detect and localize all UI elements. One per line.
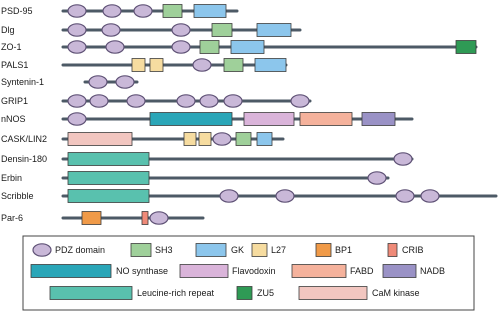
protein-name: Erbin (1, 173, 23, 184)
protein-row (1, 24, 300, 37)
gk-domain (194, 5, 226, 18)
protein-row (1, 113, 412, 126)
gk-domain (257, 24, 291, 37)
protein-row (1, 59, 286, 72)
sh3-domain (200, 41, 219, 54)
legend-swatch (33, 244, 51, 256)
pdz-domain (193, 59, 211, 71)
legend (23, 236, 474, 310)
legend-label: Flavodoxin (232, 266, 276, 277)
protein-row (1, 133, 283, 146)
pdz-domain (68, 113, 86, 125)
protein-name: nNOS (1, 114, 26, 125)
lrr-domain (68, 172, 149, 185)
legend-label: GK (231, 245, 245, 256)
legend-label: SH3 (155, 245, 173, 256)
flavodoxin-domain (244, 113, 294, 126)
pdz-domain (102, 24, 120, 36)
protein-name: Densin-180 (1, 154, 48, 165)
protein-name: GRIP1 (1, 96, 29, 107)
protein-name: PALS1 (1, 60, 29, 71)
legend-swatch (196, 244, 226, 257)
pdz-domain (127, 95, 145, 107)
pdz-domain (89, 76, 107, 88)
legend-swatch (252, 244, 267, 257)
legend-label: BP1 (335, 245, 353, 256)
protein-row (1, 172, 388, 185)
legend-swatch (237, 287, 252, 300)
legend-label: PDZ domain (55, 245, 106, 256)
pdz-domain (220, 190, 238, 202)
nadb-domain (362, 113, 395, 126)
protein-row (1, 153, 412, 166)
protein-name: ZO-1 (1, 42, 22, 53)
pdz-domain (368, 172, 386, 184)
protein-row (1, 76, 137, 88)
gk-domain (255, 59, 286, 72)
no-synthase-domain (150, 113, 232, 126)
pdz-domain (68, 5, 86, 17)
pdz-domain (177, 95, 195, 107)
legend-swatch (31, 265, 111, 278)
legend-swatch (388, 244, 397, 257)
legend-label: ZU5 (257, 288, 275, 299)
legend-label: NO synthase (116, 266, 169, 277)
pdz-domain (68, 95, 86, 107)
lrr-domain (68, 190, 149, 203)
pdz-domain (90, 95, 108, 107)
sh3-domain (212, 24, 232, 37)
pdz-domain (103, 5, 121, 17)
legend-swatch (316, 244, 331, 257)
pdz-domain (200, 95, 218, 107)
protein-name: Syntenin-1 (1, 77, 45, 88)
legend-swatch (383, 265, 416, 278)
legend-label: L27 (271, 245, 287, 256)
legend-label: Leucine-rich repeat (137, 288, 215, 299)
pdz-domain (116, 76, 134, 88)
pdz-domain (213, 133, 231, 145)
legend-swatch (131, 244, 151, 257)
pdz-domain (291, 95, 309, 107)
legend-label: NADB (420, 266, 446, 277)
l27-domain (132, 59, 145, 72)
legend-swatch (180, 265, 228, 278)
pdz-domain (68, 24, 86, 36)
gk-domain (257, 133, 272, 146)
sh3-domain (236, 133, 251, 146)
l27-domain (199, 133, 211, 146)
pdz-domain (172, 41, 190, 53)
protein-row (1, 190, 496, 203)
protein-row (1, 95, 310, 107)
sh3-domain (163, 5, 182, 18)
zu5-domain (456, 41, 476, 54)
gk-domain (231, 41, 264, 54)
protein-name: CASK/LIN2 (1, 134, 48, 145)
protein-row (1, 212, 203, 225)
crib-domain (142, 212, 148, 225)
protein-name: Par-6 (1, 213, 24, 224)
bp1-domain (82, 212, 101, 225)
fabd-domain (300, 113, 352, 126)
pdz-domain (421, 190, 439, 202)
protein-row (1, 41, 476, 54)
sh3-domain (224, 59, 243, 72)
legend-label: CRIB (402, 245, 424, 256)
l27-domain (150, 59, 163, 72)
protein-name: Scribble (1, 191, 34, 202)
pdz-domain (394, 153, 412, 165)
legend-swatch (299, 287, 367, 300)
legend-swatch (50, 287, 132, 300)
protein-name: Dlg (1, 25, 15, 36)
legend-label: CaM kinase (372, 288, 420, 299)
pdz-domain (106, 41, 124, 53)
protein-row (1, 5, 237, 18)
pdz-domain (172, 24, 190, 36)
pdz-domain (68, 41, 86, 53)
legend-swatch (292, 265, 346, 278)
l27-domain (184, 133, 196, 146)
cam-kinase-domain (68, 133, 132, 146)
pdz-domain (134, 5, 152, 17)
pdz-domain (150, 212, 168, 224)
lrr-domain (68, 153, 149, 166)
legend-label: FABD (350, 266, 374, 277)
pdz-domain (224, 95, 242, 107)
pdz-domain (396, 190, 414, 202)
pdz-domain (276, 190, 294, 202)
protein-name: PSD-95 (1, 6, 33, 17)
